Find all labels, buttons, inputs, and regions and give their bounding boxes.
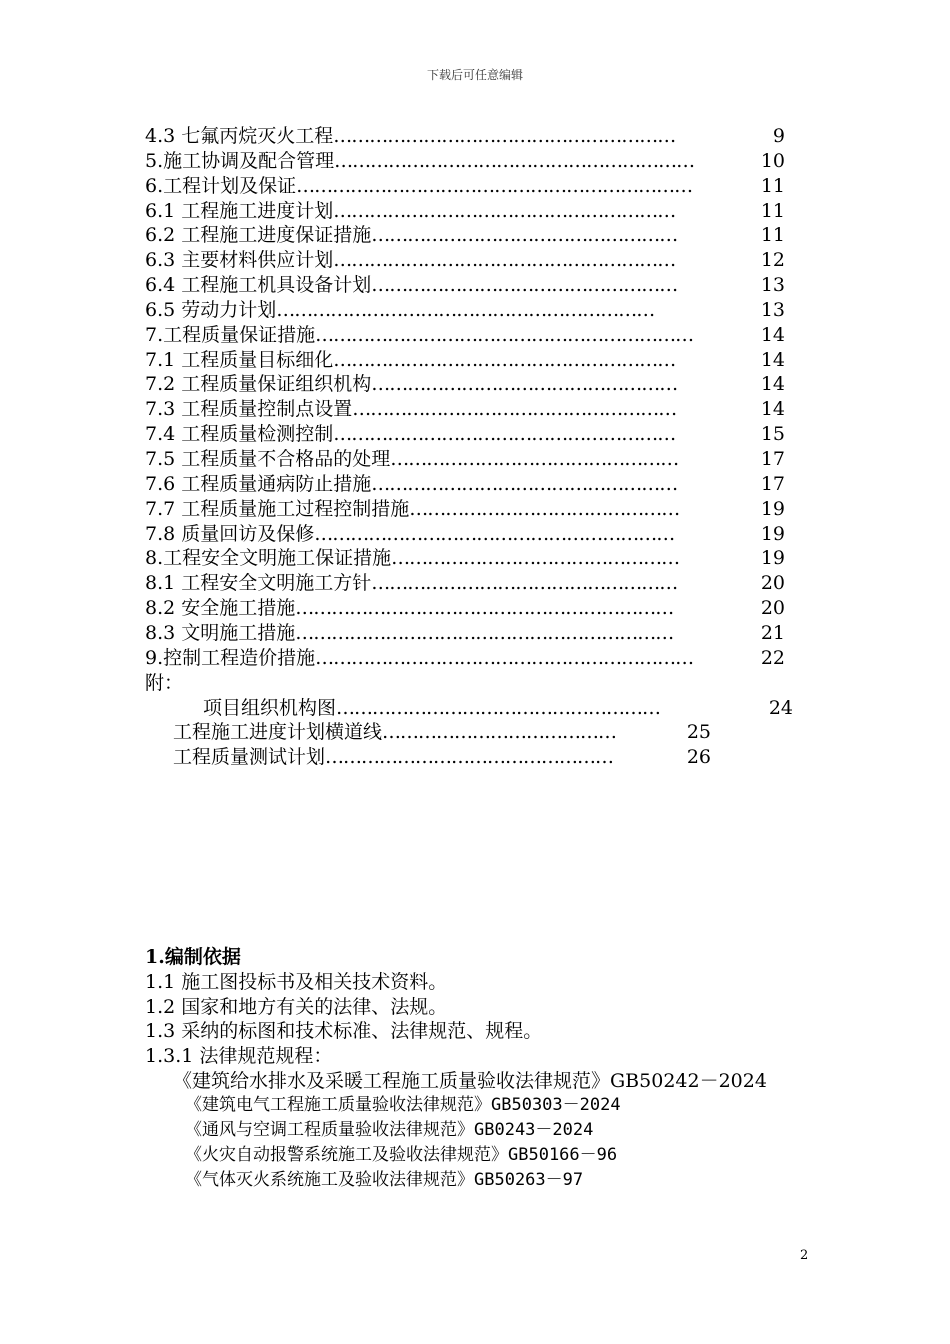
toc-entry-page: 17 <box>760 447 785 470</box>
toc-entry-title: 6.5 劳动力计划 <box>145 298 277 321</box>
toc-leader-dots: ………………………………………………… <box>333 249 676 272</box>
toc-entry[interactable] <box>145 646 785 671</box>
toc-entry-page: 15 <box>760 423 785 446</box>
toc-entry-title: 7.4 工程质量检测控制 <box>145 423 334 446</box>
table-of-contents <box>145 124 793 770</box>
annex-entry[interactable] <box>145 696 793 721</box>
toc-leader-dots: ……………………………………………………… <box>315 323 694 346</box>
toc-entry-title: 7.7 工程质量施工过程控制措施 <box>145 497 410 520</box>
toc-entry-title: 7.6 工程质量通病防止措施 <box>145 472 372 495</box>
toc-entry[interactable] <box>145 199 785 224</box>
toc-entry-title: 4.3 七氟丙烷灭火工程 <box>145 125 334 147</box>
paragraph: 1.2 国家和地方有关的法律、法规。 <box>145 995 448 1018</box>
toc-leader-dots: …………………………………………… <box>371 373 678 396</box>
toc-entry-title: 6.工程计划及保证 <box>145 174 297 197</box>
toc-leader-dots: …………………………………………………… <box>314 522 675 545</box>
toc-leader-dots: ……………………………………………………… <box>295 597 674 620</box>
toc-entry[interactable] <box>145 497 785 522</box>
toc-leader-dots: ………………………………………………… <box>333 125 676 147</box>
toc-entry[interactable] <box>145 571 785 596</box>
annex-leader-dots: ………………………………… <box>382 721 617 744</box>
toc-entry[interactable] <box>145 248 785 273</box>
toc-entry-page: 11 <box>760 174 785 197</box>
toc-leader-dots: …………………………………………………… <box>334 149 695 172</box>
toc-entry-page: 14 <box>760 323 785 346</box>
toc-entry[interactable] <box>145 397 785 422</box>
toc-entry-page: 22 <box>760 646 785 669</box>
toc-entry[interactable] <box>145 124 785 149</box>
toc-entry[interactable] <box>145 546 785 571</box>
toc-entry-title: 6.3 主要材料供应计划 <box>145 249 334 272</box>
toc-entry-page: 20 <box>760 572 785 595</box>
toc-leader-dots: ……………………………………………………… <box>295 621 674 644</box>
annex-leader-dots: ……………………………………………… <box>336 696 661 719</box>
toc-entry-title: 8.1 工程安全文明施工方针 <box>145 572 372 595</box>
toc-entry-title: 8.2 安全施工措施 <box>145 597 296 620</box>
toc-entry-page: 19 <box>760 547 785 570</box>
toc-entry-title: 8.3 文明施工措施 <box>145 621 296 644</box>
toc-entry[interactable] <box>145 348 785 373</box>
toc-entry[interactable] <box>145 522 785 547</box>
annex-entry[interactable] <box>145 720 711 745</box>
toc-entry[interactable] <box>145 273 785 298</box>
standard-item: 《通风与空调工程质量验收法律规范》GB0243－2024 <box>185 1120 594 1141</box>
toc-entry-title: 7.5 工程质量不合格品的处理 <box>145 447 391 470</box>
toc-entry-page: 19 <box>760 522 785 545</box>
annex-entry-title: 项目组织机构图 <box>203 696 337 719</box>
toc-entry-page: 13 <box>760 298 785 321</box>
toc-entry[interactable] <box>145 447 785 472</box>
toc-leader-dots: ……………………………………………… <box>352 398 677 421</box>
paragraph: 1.3.1 法律规范规程： <box>145 1045 333 1068</box>
toc-entry[interactable] <box>145 174 785 199</box>
toc-entry-page: 13 <box>760 274 785 297</box>
toc-entry-title: 6.1 工程施工进度计划 <box>145 199 334 222</box>
toc-leader-dots: …………………………………………… <box>371 472 678 495</box>
annex-entry-title: 工程施工进度计划横道线 <box>173 721 383 744</box>
toc-entry-title: 7.3 工程质量控制点设置 <box>145 398 353 421</box>
annex-leader-dots: ………………………………………… <box>325 746 614 769</box>
toc-entry-title: 7.8 质量回访及保修 <box>145 522 315 545</box>
toc-entry-page: 21 <box>760 621 785 644</box>
toc-entry-title: 6.2 工程施工进度保证措施 <box>145 224 372 247</box>
paragraph: 1.1 施工图投标书及相关技术资料。 <box>145 971 448 993</box>
toc-leader-dots: ………………………………………… <box>391 547 680 570</box>
toc-entry-page: 9 <box>772 125 785 147</box>
toc-entry[interactable] <box>145 323 785 348</box>
page-number: 2 <box>800 1248 809 1263</box>
toc-entry-page: 11 <box>760 199 785 222</box>
annex-entry-page: 25 <box>686 721 711 744</box>
section-heading: 1.编制依据 <box>145 946 241 968</box>
toc-entry-page: 19 <box>760 497 785 520</box>
standard-item: 《建筑给水排水及采暖工程施工质量验收法律规范》GB50242－2024 <box>173 1069 767 1092</box>
annex-title: 附： <box>145 671 184 694</box>
toc-leader-dots: ………………………………………………… <box>333 348 676 371</box>
toc-entry-page: 10 <box>760 149 785 172</box>
toc-leader-dots: ……………………………………… <box>409 497 680 520</box>
toc-entry-page: 17 <box>760 472 785 495</box>
standard-item: 《火灾自动报警系统施工及验收法律规范》GB50166－96 <box>185 1144 618 1165</box>
toc-leader-dots: ………………………………………………………… <box>296 174 693 197</box>
toc-entry[interactable] <box>145 298 785 323</box>
standard-item: 《气体灭火系统施工及验收法律规范》GB50263－97 <box>185 1169 584 1190</box>
toc-leader-dots: ……………………………………………………… <box>276 298 655 321</box>
toc-entry-title: 6.4 工程施工机具设备计划 <box>145 274 372 297</box>
toc-leader-dots: ………………………………………… <box>390 447 679 470</box>
toc-entry-page: 11 <box>760 224 785 247</box>
toc-entry-page: 14 <box>760 373 785 396</box>
toc-leader-dots: …………………………………………… <box>371 224 678 247</box>
toc-entry-title: 9.控制工程造价措施 <box>145 646 316 669</box>
toc-entry[interactable] <box>145 596 785 621</box>
annex-entry-title: 工程质量测试计划 <box>173 746 326 769</box>
toc-entry-title: 8.工程安全文明施工保证措施 <box>145 547 392 570</box>
toc-entry[interactable] <box>145 223 785 248</box>
toc-entry[interactable] <box>145 472 785 497</box>
toc-leader-dots: ………………………………………………… <box>333 199 676 222</box>
toc-leader-dots: ……………………………………………………… <box>315 646 694 669</box>
toc-entry-title: 7.2 工程质量保证组织机构 <box>145 373 372 396</box>
toc-entry[interactable] <box>145 422 785 447</box>
toc-entry-page: 14 <box>760 398 785 421</box>
toc-entry-page: 12 <box>760 249 785 272</box>
paragraph: 1.3 采纳的标图和技术标准、法律规范、规程。 <box>145 1020 543 1043</box>
annex-entry[interactable] <box>145 745 711 770</box>
toc-leader-dots: …………………………………………… <box>371 274 678 297</box>
toc-entry-page: 20 <box>760 597 785 620</box>
toc-entry-title: 7.1 工程质量目标细化 <box>145 348 334 371</box>
toc-entry-title: 5.施工协调及配合管理 <box>145 149 335 172</box>
toc-entry-page: 14 <box>760 348 785 371</box>
annex-entry-page: 26 <box>686 746 711 769</box>
standard-item: 《建筑电气工程施工质量验收法律规范》GB50303－2024 <box>185 1095 621 1116</box>
toc-entry[interactable] <box>145 372 785 397</box>
toc-entry[interactable] <box>145 149 785 174</box>
annex-entry-page: 24 <box>768 696 793 719</box>
section-basis <box>145 945 815 1192</box>
toc-leader-dots: …………………………………………… <box>371 572 678 595</box>
toc-entry-title: 7.工程质量保证措施 <box>145 323 316 346</box>
toc-entry[interactable] <box>145 621 785 646</box>
page-header: 下载后可任意编辑 <box>426 68 523 82</box>
toc-leader-dots: ………………………………………………… <box>333 423 676 446</box>
